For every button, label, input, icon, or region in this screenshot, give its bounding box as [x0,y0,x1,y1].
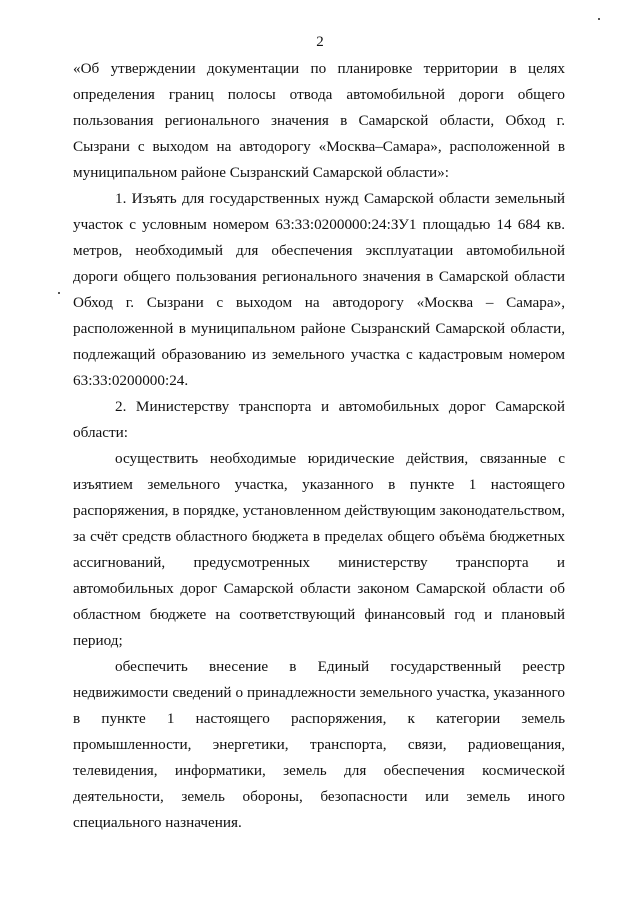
document-body [73,56,565,836]
paragraph-sub-action-1: осуществить необходимые юридические действия, связанные с изъятием земельного участка, указанного в пункте 1 настоящего распоряжения, в порядке, установленном действующим законодательством, за счёт средств областного бюджета в пределах общего объёма бюджетных ассигнований, предусмотренных министерству транспорта и автомобильных дорог Самарской области законом Самарской области об областном бюджете на соответствующий финансовый год и плановый период; [73,450,565,649]
scan-mark [58,292,60,294]
paragraph-preamble: «Об утверждении документации по планировке территории в целях определения границ полосы отвода автомобильной дороги общего пользования регионального значения в Самарской области, Обход г. Сызрани с выходом на автодорогу «Москва–Самара», расположенной в муниципальном районе Сызранский Самарской области»: [73,60,565,181]
scan-mark [598,18,600,20]
page-number: 2 [316,34,324,50]
paragraph-sub-action-2: обеспечить внесение в Единый государственный реестр недвижимости сведений о принадлежности земельного участка, указанного в пункте 1 настоящего распоряжения, к категории земель промышленности, энергетики, транспорта, связи, радиовещания, телевидения, информатики, земель для обеспечения космической деятельности, земель обороны, безопасности или земель иного специального назначения. [73,658,565,831]
paragraph-item-2: 2. Министерству транспорта и автомобильных дорог Самарской области: [73,398,565,441]
paragraph-item-1: 1. Изъять для государственных нужд Самарской области земельный участок с условным номером 63:33:0200000:24:ЗУ1 площадью 14 684 кв. метров, необходимый для обеспечения эксплуатации автомобильной дороги общего пользования регионального значения в Самарской области Обход г. Сызрани с выходом на автодорогу «Москва – Самара», расположенной в муниципальном районе Сызранский Самарской области, подлежащий образованию из земельного участка с кадастровым номером 63:33:0200000:24. [73,190,565,389]
